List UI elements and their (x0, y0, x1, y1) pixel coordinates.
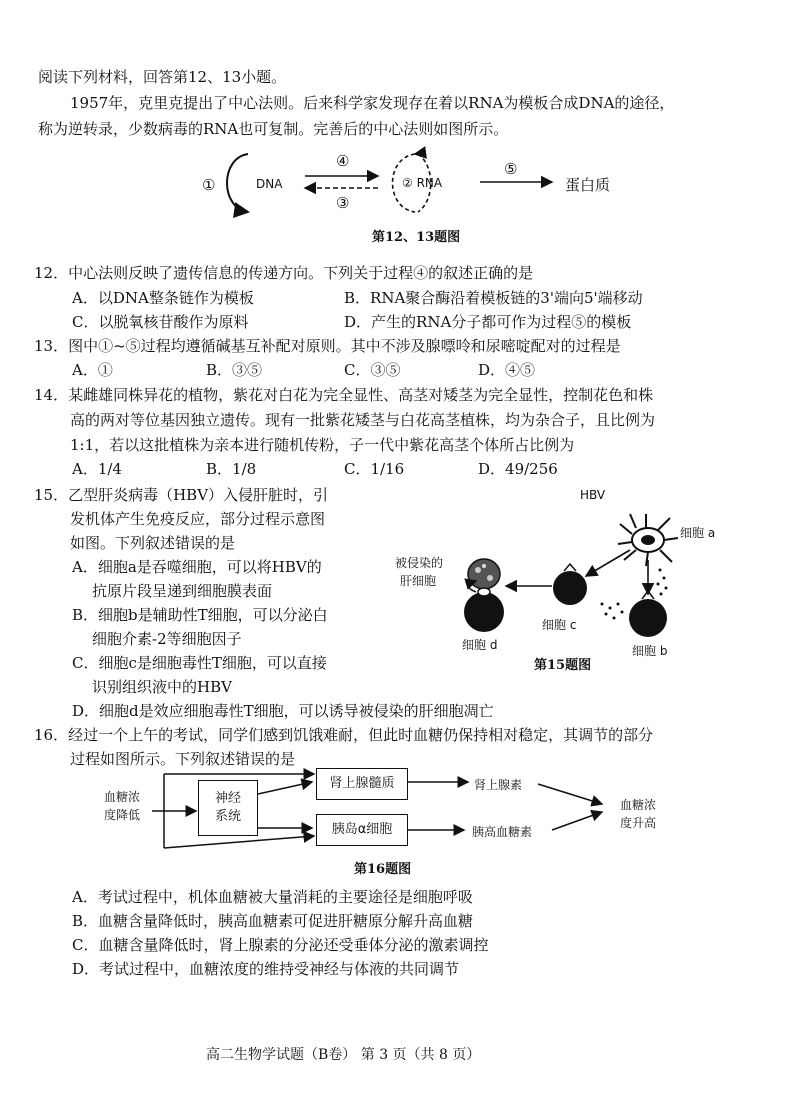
material-line-1: 1957年，克里克提出了中心法则。后来科学家发现存在着以RNA为模板合成DNA的途径， (70, 94, 675, 112)
label-4: ④ (336, 152, 350, 170)
cell-c (553, 564, 587, 605)
material-line-2: 称为逆转录，少数病毒的RNA也可复制。完善后的中心法则如图所示。 (38, 120, 509, 138)
q14-line-3: 1:1，若以这批植株为亲本进行随机传粉，子一代中紫花高茎个体所占比例为 (70, 436, 575, 454)
nerve-label-2: 系统 (214, 809, 241, 824)
cell-d-label: 细胞 d (462, 638, 498, 652)
glucose-high-1: 血糖浓 (620, 798, 657, 812)
q15-option-d: D．细胞d是效应细胞毒性T细胞，可以诱导被侵染的肝细胞凋亡 (72, 702, 494, 720)
label-3: ③ (336, 194, 350, 212)
q12-option-b: B．RNA聚合酶沿着模板链的3'端向5'端移动 (344, 289, 643, 307)
q14-option-b: B．1/8 (206, 460, 257, 478)
protein-label: 蛋白质 (565, 176, 611, 194)
q15-line-1: 15．乙型肝炎病毒（HBV）入侵肝脏时，引 (34, 486, 329, 504)
glucose-low-2: 度降低 (104, 808, 141, 822)
adrenaline-label: 肾上腺素 (474, 778, 523, 792)
q12-stem: 12．中心法则反映了遗传信息的传递方向。下列关于过程④的叙述正确的是 (34, 264, 534, 282)
dna-label: DNA (256, 177, 283, 191)
q14-option-d: D．49/256 (478, 460, 558, 478)
glucose-low-1: 血糖浓 (104, 790, 141, 804)
q12-option-d: D．产生的RNA分子都可作为过程⑤的模板 (344, 313, 632, 331)
cell-a (618, 514, 678, 566)
hbv-label: HBV (580, 488, 606, 502)
figure-caption-16: 第16题图 (354, 862, 412, 877)
q14-option-c: C．1/16 (344, 460, 405, 478)
cell-d (464, 588, 504, 632)
q13-option-a: A．① (72, 361, 113, 379)
glucagon-label: 胰高血糖素 (472, 825, 533, 839)
infected-label-1: 被侵染的 (395, 556, 444, 570)
cell-b-label: 细胞 b (632, 644, 668, 658)
infected-label-2: 肝细胞 (400, 574, 437, 588)
rna-label: ② RNA (402, 176, 443, 190)
glucose-high-2: 度升高 (620, 816, 657, 830)
figure-caption-12-13: 第12、13题图 (372, 230, 461, 245)
q16-option-a: A．考试过程中，机体血糖被大量消耗的主要途径是细胞呼吸 (72, 888, 473, 906)
q15-option-b-1: B．细胞b是辅助性T细胞，可以分泌白 (72, 606, 328, 624)
cell-c-label: 细胞 c (542, 618, 577, 632)
q13-stem: 13．图中①~⑤过程均遵循碱基互补配对原则。其中不涉及腺嘌呤和尿嘧啶配对的过程是 (34, 337, 621, 355)
pancreatic-alpha-cell-box: 胰岛α细胞 (316, 814, 408, 846)
figure-caption-15: 第15题图 (534, 658, 592, 673)
q14-line-1: 14．某雌雄同株异花的植物，紫花对白花为完全显性、高茎对矮茎为完全显性，控制花色和株 (34, 386, 654, 404)
cell-b (629, 591, 667, 637)
q16-line-1: 16．经过一个上午的考试，同学们感到饥饿难耐，但此时血糖仍保持相对稳定，其调节的部分 (34, 726, 654, 744)
q15-option-c-1: C．细胞c是细胞毒性T细胞，可以直接 (72, 654, 327, 672)
q15-option-c-2: 识别组织液中的HBV (92, 678, 232, 696)
q15-option-b-2: 细胞介素-2等细胞因子 (92, 630, 242, 648)
q13-option-d: D．④⑤ (478, 361, 536, 379)
cell-a-label: 细胞 a (680, 526, 716, 540)
reading-lead: 阅读下列材料，回答第12、13小题。 (38, 68, 287, 86)
nervous-system-box (198, 780, 258, 836)
label-1: ① (202, 176, 216, 194)
q15-option-a-1: A．细胞a是吞噬细胞，可以将HBV的 (72, 558, 322, 576)
adrenal-medulla-box: 肾上腺髓质 (316, 768, 408, 800)
q14-line-2: 高的两对等位基因独立遗传。现有一批紫花矮茎与白花高茎植株，均为杂合子，且比例为 (70, 411, 656, 429)
infected-liver-cell (468, 559, 500, 589)
q13-option-b: B．③⑤ (206, 361, 263, 379)
label-5: ⑤ (504, 160, 518, 178)
nerve-label-1: 神经 (214, 791, 241, 806)
page-footer: 高二生物学试题（B卷） 第 3 页（共 8 页） (206, 1047, 481, 1063)
q15-line-3: 如图。下列叙述错误的是 (70, 534, 236, 552)
q16-option-d: D．考试过程中，血糖浓度的维持受神经与体液的共同调节 (72, 960, 460, 978)
q16-option-c: C．血糖含量降低时，肾上腺素的分泌还受垂体分泌的激素调控 (72, 936, 489, 954)
q15-line-2: 发机体产生免疫反应，部分过程示意图 (70, 510, 326, 528)
q12-option-c: C．以脱氧核苷酸作为原料 (72, 313, 249, 331)
q16-option-b: B．血糖含量降低时，胰高血糖素可促进肝糖原分解升高血糖 (72, 912, 474, 930)
q14-option-a: A．1/4 (72, 460, 122, 478)
q16-line-2: 过程如图所示。下列叙述错误的是 (70, 750, 296, 768)
q12-option-a: A．以DNA整条链作为模板 (72, 289, 254, 307)
q15-option-a-2: 抗原片段呈递到细胞膜表面 (92, 582, 273, 600)
q13-option-c: C．③⑤ (344, 361, 401, 379)
